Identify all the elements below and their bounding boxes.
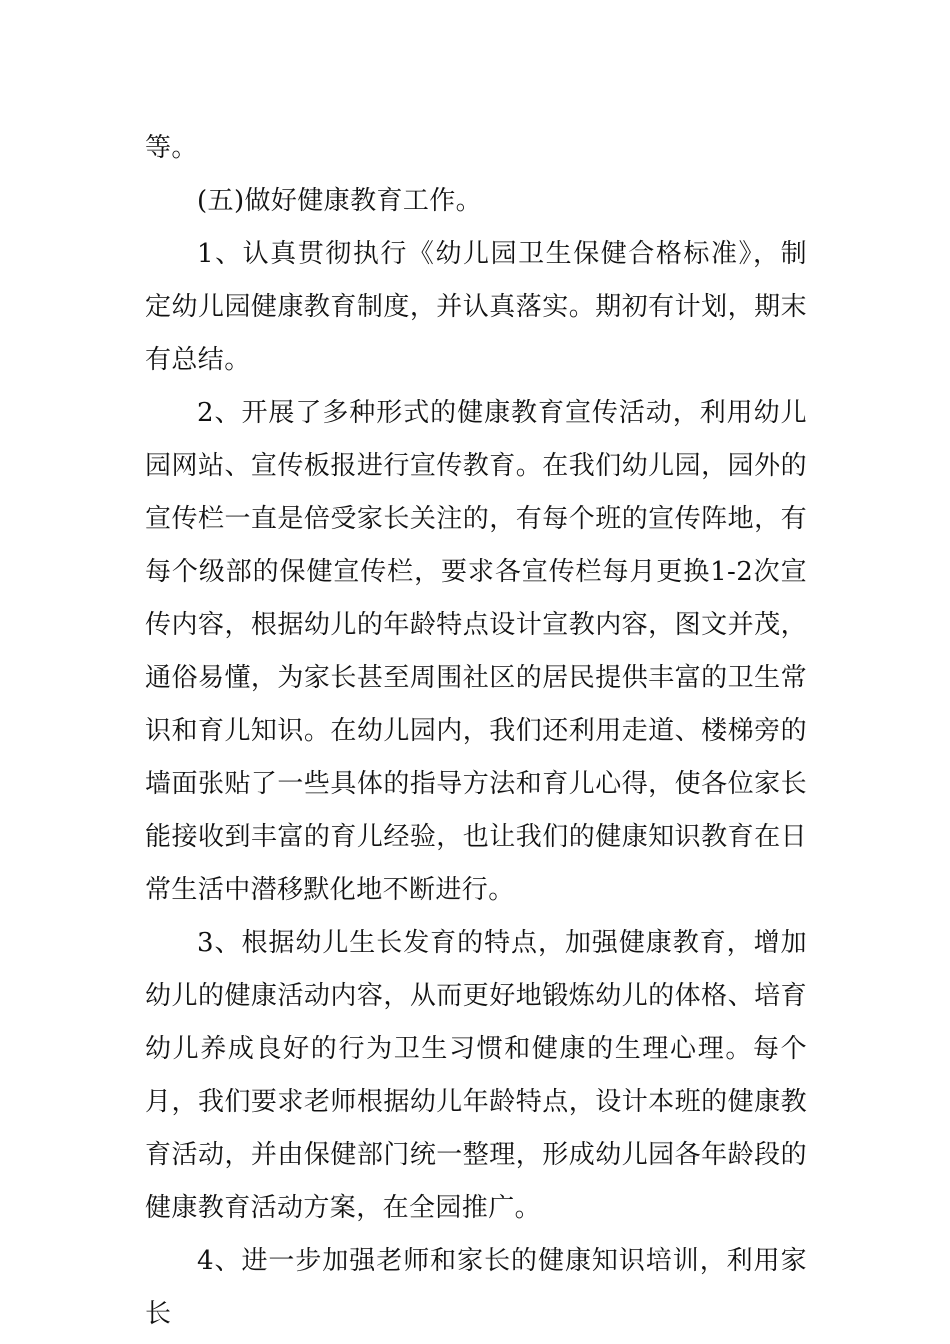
paragraph-item-4: 4、进一步加强老师和家长的健康知识培训，利用家长 (145, 1246, 807, 1329)
section-heading: (五)做好健康教育工作。 (197, 186, 483, 216)
paragraph-item-2: 2、开展了多种形式的健康教育宣传活动，利用幼儿园网站、宣传板报进行宣传教育。在我们幼儿园，园外的宣传栏一直是倍受家长关注的，有每个班的宣传阵地，有每个级部的保健宣传栏，要求各宣传栏每月更换1-2次宣传内容，根据幼儿的年龄特点设计宣教内容，图文并茂，通俗易懂，为家长甚至周围社区的居民提供丰富的卫生常识和育儿知识。在幼儿园内，我们还利用走道、楼梯旁的墙面张贴了一些具体的指导方法和育儿心得，使各位家长能接收到丰富的育儿经验，也让我们的健康知识教育在日常生活中潜移默化地不断进行。 (145, 398, 807, 905)
paragraph-item-1: 1、认真贯彻执行《幼儿园卫生保健合格标准》，制定幼儿园健康教育制度，并认真落实。期初有计划，期末有总结。 (145, 239, 807, 375)
paragraph-continuation: 等。 (145, 133, 198, 163)
paragraph-item-3: 3、根据幼儿生长发育的特点，加强健康教育，增加幼儿的健康活动内容，从而更好地锻炼幼儿的体格、培育幼儿养成良好的行为卫生习惯和健康的生理心理。每个月，我们要求老师根据幼儿年龄特点，设计本班的健康教育活动，并由保健部门统一整理，形成幼儿园各年龄段的健康教育活动方案，在全园推广。 (145, 928, 807, 1223)
document-body (145, 122, 807, 1341)
